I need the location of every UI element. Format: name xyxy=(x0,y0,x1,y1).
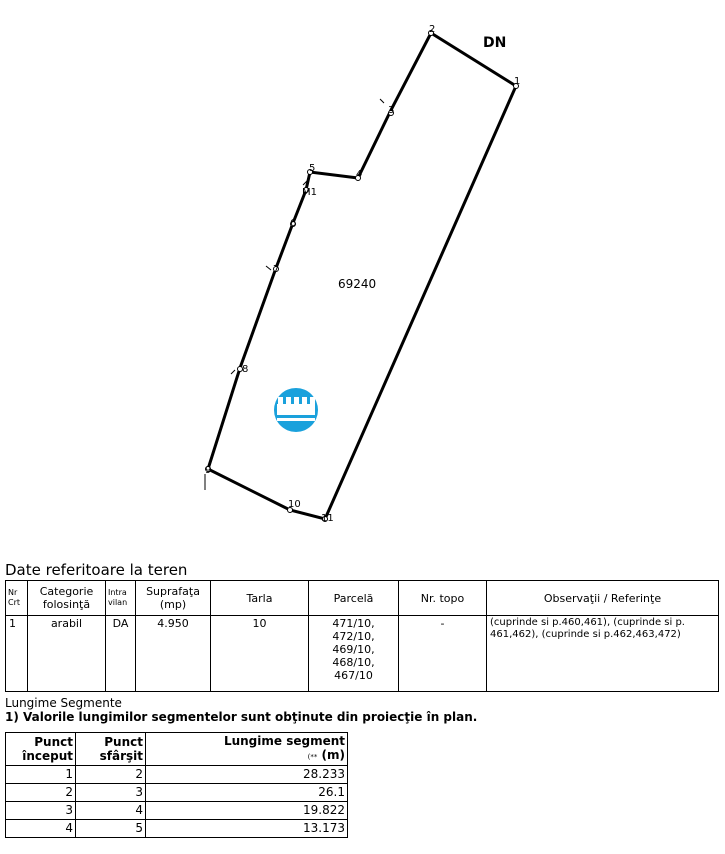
segments-table xyxy=(5,732,348,838)
direction-label: DN xyxy=(483,35,507,51)
point-label-10: 10 xyxy=(288,499,301,510)
point-label-2: 2 xyxy=(429,24,436,35)
cell-observatii: (cuprinde si p.460,461), (cuprinde si p. 461,462), (cuprinde si p.462,463,472) xyxy=(487,616,719,692)
segment-length: 26.1 xyxy=(146,784,348,802)
segment-start: 1 xyxy=(6,766,76,784)
parcel-boundary xyxy=(208,33,516,519)
segment-end: 4 xyxy=(76,802,146,820)
segment-length: 28.233 xyxy=(146,766,348,784)
unit-small: (** xyxy=(307,753,318,761)
segment-end: 2 xyxy=(76,766,146,784)
cell-nr: 1 xyxy=(6,616,28,692)
point-label-4: 4 xyxy=(356,169,363,180)
point-label-3: 3 xyxy=(388,105,395,116)
land-data-header-row xyxy=(6,581,719,616)
cell-categorie: arabil xyxy=(28,616,106,692)
segment-end: 5 xyxy=(76,820,146,838)
table-row xyxy=(6,802,348,820)
point-label-m1: M1 xyxy=(302,187,317,198)
header-observatii: Observaţii / Referinţe xyxy=(487,581,719,616)
land-registry-logo-icon xyxy=(274,388,318,432)
point-label-8: 8 xyxy=(242,364,249,375)
segment-length: 13.173 xyxy=(146,820,348,838)
header-parcela: Parcelă xyxy=(309,581,399,616)
segments-title: Lungime Segmente xyxy=(5,696,122,710)
header-lungime-segment xyxy=(146,733,348,766)
point-label-7: 7 xyxy=(273,264,280,275)
point-label-6: 6 xyxy=(290,218,297,229)
point-label-11: 11 xyxy=(321,513,334,524)
cell-tarla: 10 xyxy=(211,616,309,692)
vertex-markers xyxy=(206,31,519,522)
cell-intravilan: DA xyxy=(106,616,136,692)
segments-header-row xyxy=(6,733,348,766)
lungime-label: Lungime segment xyxy=(223,734,345,748)
table-row xyxy=(6,784,348,802)
segments-note: 1) Valorile lungimilor segmentelor sunt obţinute din proiecţie în plan. xyxy=(5,710,478,724)
unit-label: (m) xyxy=(321,748,345,762)
header-intravilan: Intra vilan xyxy=(106,581,136,616)
parcela-line: 469/10, xyxy=(332,643,375,656)
table-row xyxy=(6,766,348,784)
header-nr-topo: Nr. topo xyxy=(399,581,487,616)
point-label-5: 5 xyxy=(309,163,316,174)
cell-nr-topo: - xyxy=(399,616,487,692)
parcela-line: 467/10 xyxy=(334,669,373,682)
segment-start: 2 xyxy=(6,784,76,802)
point-label-1: 1 xyxy=(514,76,521,87)
segment-length: 19.822 xyxy=(146,802,348,820)
table-row xyxy=(6,820,348,838)
header-nr-crt: Nr Crt xyxy=(6,581,28,616)
parcela-line: 472/10, xyxy=(332,630,375,643)
segment-end: 3 xyxy=(76,784,146,802)
parcel-number: 69240 xyxy=(338,277,377,291)
segment-start: 4 xyxy=(6,820,76,838)
table-row xyxy=(6,616,719,692)
point-label-9: 9 xyxy=(205,465,212,476)
header-categorie: Categorie folosinţă xyxy=(28,581,106,616)
parcela-line: 468/10, xyxy=(332,656,375,669)
cell-parcela xyxy=(309,616,399,692)
header-punct-inceput: Punct început xyxy=(6,733,76,766)
parcela-line: 471/10, xyxy=(332,617,375,630)
cell-suprafata: 4.950 xyxy=(136,616,211,692)
header-suprafata: Suprafaţa (mp) xyxy=(136,581,211,616)
land-data-table xyxy=(5,580,719,692)
header-punct-sfarsit: Punct sfârşit xyxy=(76,733,146,766)
segment-start: 3 xyxy=(6,802,76,820)
land-data-title: Date referitoare la teren xyxy=(5,561,188,579)
header-tarla: Tarla xyxy=(211,581,309,616)
